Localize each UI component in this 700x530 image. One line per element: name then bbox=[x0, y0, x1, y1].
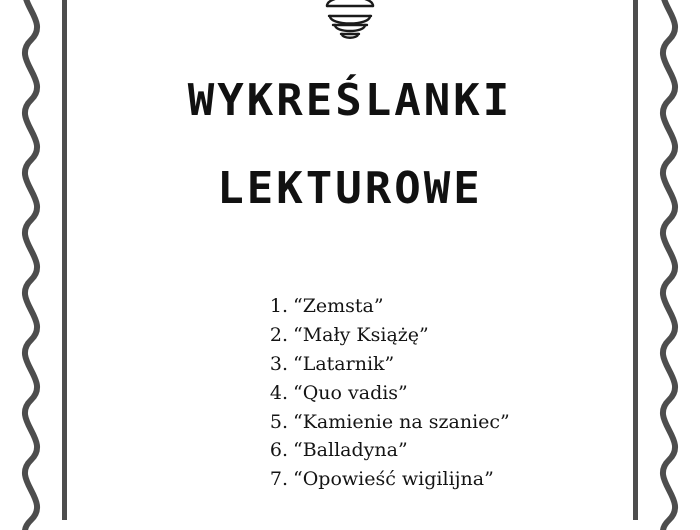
list-item-number: 3. bbox=[269, 352, 288, 375]
list-item-number: 6. bbox=[269, 439, 288, 462]
list-item bbox=[262, 379, 510, 408]
list-item-title: “Kamienie na szaniec” bbox=[293, 410, 510, 433]
list-item bbox=[262, 436, 510, 465]
right-wavy-border-icon bbox=[646, 0, 692, 530]
list-item bbox=[262, 321, 510, 350]
list-item bbox=[262, 292, 510, 321]
list-item-title: “Opowieść wigilijna” bbox=[293, 468, 494, 491]
right-vertical-rule bbox=[633, 0, 638, 520]
beehive-lamp-ornament bbox=[290, 0, 410, 46]
page-title-block bbox=[70, 75, 630, 215]
list-item-number: 1. bbox=[269, 295, 288, 317]
list-item-title: “Zemsta” bbox=[293, 295, 384, 317]
list-item bbox=[262, 465, 510, 494]
page-title-line-1: WYKREŚLANKI bbox=[187, 75, 513, 126]
beehive-lamp-icon bbox=[290, 0, 410, 46]
list-item-title: “Latarnik” bbox=[293, 352, 395, 375]
list-item bbox=[262, 350, 510, 379]
list-item-title: “Quo vadis” bbox=[293, 381, 408, 404]
list-item-number: 7. bbox=[269, 468, 288, 491]
list-item-title: “Balladyna” bbox=[293, 439, 408, 462]
list-item-number: 4. bbox=[269, 381, 288, 404]
list-item-number: 2. bbox=[269, 323, 288, 346]
reading-list bbox=[262, 292, 510, 494]
list-item bbox=[262, 408, 510, 437]
page-title-line-2: LEKTUROWE bbox=[217, 163, 483, 215]
list-item-title: “Mały Książę” bbox=[293, 323, 429, 346]
left-vertical-rule bbox=[62, 0, 67, 520]
left-wavy-border-icon bbox=[8, 0, 54, 530]
list-item-number: 5. bbox=[269, 410, 288, 433]
